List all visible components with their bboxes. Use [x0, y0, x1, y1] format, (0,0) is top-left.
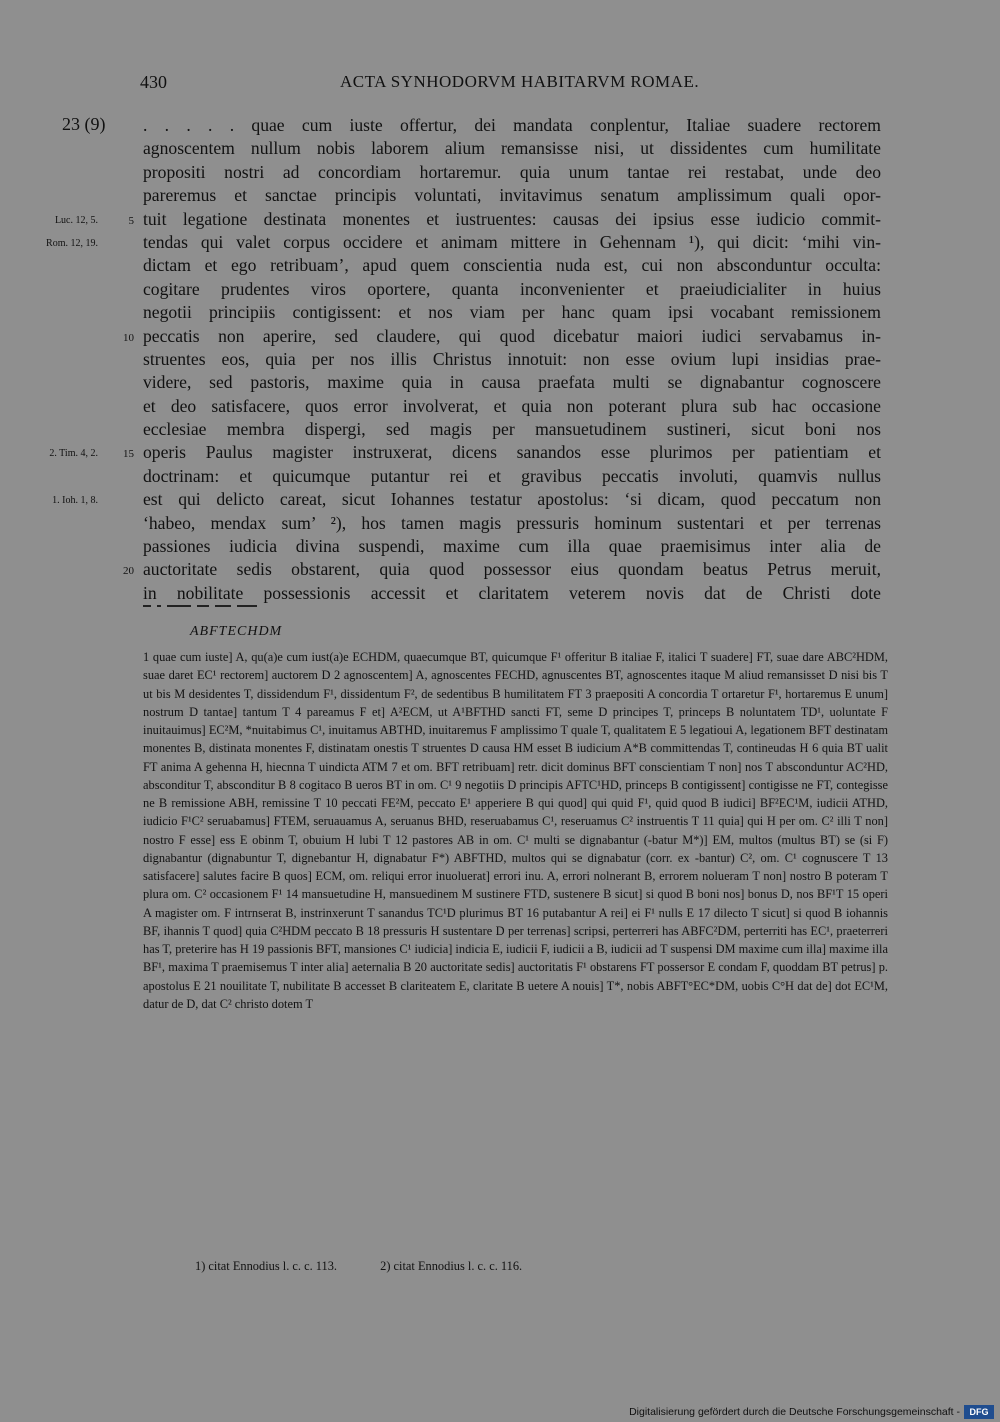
line-text: cogitare prudentes viros oportere, quanta inconvenienter et praeiudicialiter in huius [143, 278, 881, 299]
text-line [0, 395, 1000, 418]
text-line [0, 582, 1000, 605]
running-title: ACTA SYNHODORVM HABITARVM ROMAE. [340, 72, 700, 91]
footnote: 2) citat Ennodius l. c. c. 116. [380, 1259, 523, 1273]
line-text: tuit legatione destinata monentes et iustruentes: causas dei ipsius esse iudicio commit- [143, 208, 881, 229]
line-text: dictam et ego retribuam’, apud quem conscientia nuda est, cui non absconduntur occulta: [143, 255, 881, 276]
text-line [0, 254, 1000, 277]
text-line [0, 184, 1000, 207]
line-text: propositi nostri ad concordiam hortaremur. quia unum tantae rei restabat, unde deo [143, 161, 881, 182]
footnote: 1) citat Ennodius l. c. c. 113. [195, 1259, 338, 1273]
running-header [0, 72, 1000, 102]
line-text: auctoritate sedis obstarent, quia quod possessor eius quondam beatus Petrus meruit, [143, 559, 881, 580]
text-line [0, 161, 1000, 184]
line-text: doctrinam: et quicumque putantur rei et gravibus peccatis involuti, quamvis nullus [143, 465, 881, 486]
footnotes [195, 1259, 562, 1274]
line-text: operis Paulus magister instruxerat, dicens sanandos esse plurimos per patientiam et [143, 442, 881, 463]
line-text: . . . . . quae cum iuste offertur, dei mandata conplentur, Italiae suadere rectorem [143, 115, 881, 135]
line-text: est qui delicto careat, sicut Iohannes testatur apostolus: ‘si dicam, quod peccatum non [143, 489, 881, 510]
text-line [0, 512, 1000, 535]
critical-apparatus: 1 quae cum iuste] A, qu(a)e cum iust(a)e ECHDM, quaecumque BT, quicumque F¹ offeritur B italiae F, italici T suadere] FT, suae dare ABC²HDM, suae daret EC¹ rectorem] auctorem D 2 agnoscentem] A, agnoscentes FECHD, agnuscentes BT, agnoscentes itaque M aliud remansisset D nisi bis T ut bis M desidentes T, dissidendum F¹, dissidentum F², de sedentibus B humilitatem FT 3 praepositi A concordia T ortaretur F¹, hortaremus E unum] nostrum D tantae] tantum T 4 pareamus F et] A²ECM, ut A¹BFTHD sancti FT, seme D principes T, princeps B noluntatem TD¹, uoluntate F inuitauimus] EC²M, *nuitabimus C¹, inuitamus ABTHD, inuitaremus F amplissimo T quale T, qualitatem E 5 legatioui A, legationem BFT destinatam monentes B, distinata monentes F, distinatam onestis T struentes D causa HM esset B iudicium A*B committendas T, contineudas H 6 quia BT ualit FT anima A gehenna H, hiecnna T uindicta ATM 7 et om. BFT retribuam] retr. dicit dominus BFT conscientiam T non] nos T absconduntur AC²HD, absconditur T, absconditur B 8 cogitaco B ueros BT in om. C¹ 9 negotiis D principis AFTC¹HD, princeps B contigissent] contigisse ne FT, contegisse ne B remissione ABH, remissine T 10 peccati FE²M, peccato E¹ apperiere B qui quod] qui quid F¹, quid quod B iudici] BF²EC¹M, iudicii ATHD, iudicio F¹C² seruabamus] FTEM, seruauamus A, seruanus BHD, reseruabamus C¹, reseruamus C² instruentis T 11 quia] qui H per om. C² illi T non] nostro F esse] ess E obinm T, obuium H lubi T 12 pastores AB in om. C¹ multi se dignabantur (-batur M*)] EM, multos (multus BT) se (si F) dignabantur (dignabuntur T, dignebantur H, dignabatur F*) ABFTHD, multos qui se dignabatur (corr. ex -bantur) C², om. C¹ cognuscere T 13 satisfacere] salutes facire B quos] ECM, om. reliqui error inuoluerat] errori inu. A, errori nolnerant B, errorem nolueram T non] nostro B poteram T plura om. C² occasionem F¹ 14 mansuetudine H, mansuedinem M sustinere FTD, sustenere B sicut] si quod B boni nos] bonus D, nos BF¹T 15 operi A magister om. F intrnserat B, instrinxerunt T sanandus TC¹D plurimus BT 16 putabantur A rei] ei F¹ nulls E 17 dilecto T sicut] si quod B iohannis BF, ihannis T quod] quia C²HDM peccato B 18 pressuris H sustentare D per terrenas] scripsi, perterreri has ABFC²DM, perterriti has EC¹, praeterreri has T, preterire has H 19 passionis BFT, mansiones C¹ iudicia] indicia E, iudicii F, iudicii a B, iudicii ad T suspensi DM maxime cum illa] maxime illa BF¹, maxima T praemisemus T inter alia] aeternalia B 20 auctoritate sedis] auctoritatis F¹ obstarens FT possersor E condam F, quoddam BT petrus] p. apostolus E 21 nouilitate T, nubilitate B accesset B clariteatem E, claritate B uetere A nouis] T*, nobis ABFT°EC*DM, uobis C°H dat de] dot EC¹M, datur de D, dat C² christo dotem T [143, 650, 888, 1011]
funding-text: Digitalisierung gefördert durch die Deutsche Forschungsgemeinschaft - [629, 1406, 960, 1418]
section-number: 23 (9) [62, 114, 106, 134]
line-text: negotii principiis contigissent: et nos viam per hanc quam ipsi vocabant remissionem [143, 302, 881, 323]
line-text: pareremus et sanctae principis voluntati, invitavimus senatum amplissimum quali opor- [143, 185, 881, 206]
text-line [0, 278, 1000, 301]
text-line [0, 418, 1000, 441]
line-text: in nobilitate possessionis accessit et claritatem veterem novis dat de Christi dote [143, 582, 881, 603]
line-number: 20 [123, 565, 134, 578]
text-line [0, 208, 1000, 231]
line-number: 5 [128, 214, 134, 227]
line-text: et deo satisfacere, quos error involverat, et quia non poterant plura sub hac occasione [143, 395, 881, 416]
text-line [0, 137, 1000, 160]
cut-off-line [143, 605, 293, 611]
text-line [0, 535, 1000, 558]
text-line [0, 301, 1000, 324]
text-line [0, 441, 1000, 464]
line-number: 15 [123, 448, 134, 461]
line-text: peccatis non aperire, sed claudere, qui quod dicebatur maiori iudici servabamus in- [143, 325, 881, 346]
text-line [0, 558, 1000, 581]
margin-reference: Rom. 12, 19. [46, 237, 98, 249]
text-line [0, 325, 1000, 348]
page-number: 430 [140, 72, 167, 92]
text-line [0, 465, 1000, 488]
line-text: videre, sed pastoris, maxime quia in causa praefata multi se dignabantur cognoscere [143, 372, 881, 393]
dfg-logo-icon: DFG [964, 1405, 994, 1419]
line-text: agnoscentem nullum nobis laborem alium remansisse nisi, ut dissidentes cum humilitate [143, 138, 881, 159]
digitization-footer [0, 1404, 1000, 1422]
margin-reference: Luc. 12, 5. [54, 214, 98, 226]
line-text: ‘habeo, mendax sum’ ²), hos tamen magis pressuris hominum sustentari et per terrenas [143, 512, 881, 533]
witness-sigla: ABFTECHDM [190, 624, 283, 639]
text-line [0, 231, 1000, 254]
text-line [0, 114, 1000, 137]
text-line [0, 348, 1000, 371]
main-text [0, 114, 1000, 605]
margin-reference: 1. Ioh. 1, 8. [52, 495, 98, 507]
text-line [0, 371, 1000, 394]
text-line [0, 488, 1000, 511]
line-text: passiones iudicia divina suspendi, maxime cum illa quae praemisimus inter alia de [143, 536, 881, 557]
line-number: 10 [123, 331, 134, 344]
margin-reference: 2. Tim. 4, 2. [49, 448, 98, 460]
line-text: struentes eos, quia per nos illis Christus innotuit: non esse ovium lupi insidias prae- [143, 348, 881, 369]
line-text: tendas qui valet corpus occidere et animam mittere in Gehennam ¹), qui dicit: ‘mihi vin- [143, 231, 881, 252]
line-text: ecclesiae membra dispergi, sed magis per mansuetudinem sustineri, sicut boni nos [143, 419, 881, 440]
